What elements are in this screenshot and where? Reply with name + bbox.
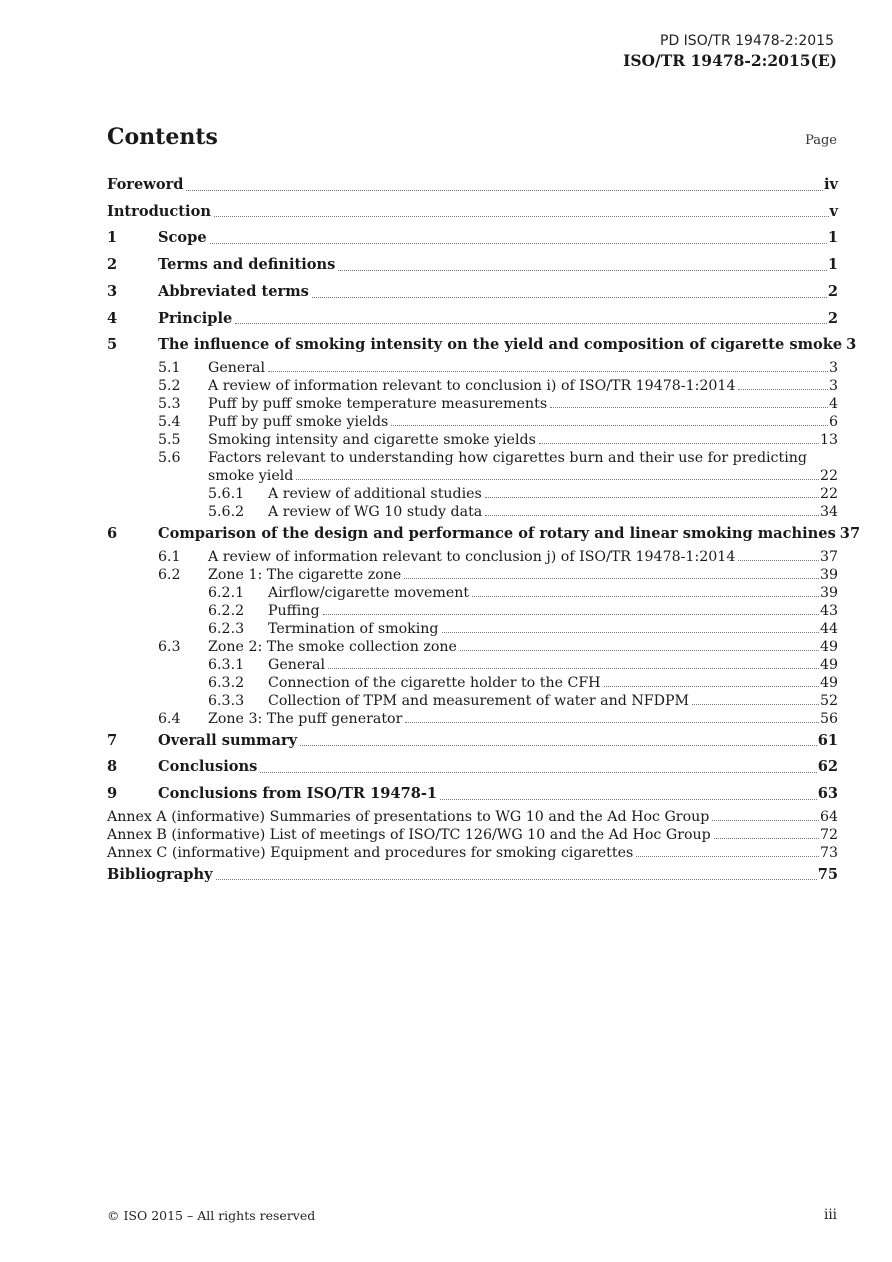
toc-entry-page: 22	[819, 485, 838, 502]
toc-entry-page: 1	[827, 256, 838, 274]
toc-entry-number: 5.1	[158, 359, 181, 376]
toc-entry-number: 5.6	[158, 449, 181, 466]
toc-entry-title: Summaries of presentations to WG 10 and the Ad Hoc Group	[269, 808, 710, 825]
dot-leader	[235, 322, 827, 324]
toc-entry-page: 22	[819, 467, 838, 484]
page-title: Contents	[107, 124, 218, 150]
toc-entry-title: Bibliography	[107, 865, 213, 883]
toc-annex-label: Annex C	[107, 844, 168, 861]
toc-entry-title: Conclusions	[158, 758, 258, 776]
toc-entry-number: 5	[107, 336, 118, 354]
toc-entry-number: 6.3.3	[208, 692, 245, 709]
toc-entry-title: Termination of smoking	[268, 620, 439, 637]
toc-entry[interactable]	[107, 413, 838, 431]
toc-entry-number: 4	[107, 309, 118, 327]
toc-entry-title: A review of WG 10 study data	[268, 503, 483, 520]
toc-entry-title: Overall summary	[158, 731, 298, 749]
toc-entry-number: 5.6.1	[208, 485, 245, 502]
document-id-english: ISO/TR 19478-2:2015(E)	[623, 51, 837, 70]
toc-entry[interactable]	[107, 521, 861, 548]
dot-leader	[472, 595, 819, 597]
toc-entry-number: 5.2	[158, 377, 181, 394]
toc-entry[interactable]	[107, 548, 838, 566]
dot-leader	[440, 798, 817, 800]
dot-leader	[296, 478, 819, 480]
toc-entry[interactable]	[107, 620, 838, 638]
toc-entry-title: Zone 3: The puff generator	[208, 710, 403, 727]
toc-entry-page: iv	[823, 176, 838, 193]
dot-leader	[636, 855, 819, 857]
toc-entry[interactable]	[107, 710, 838, 728]
toc-entry-title: smoke yield	[208, 467, 294, 484]
toc-entry[interactable]	[107, 252, 838, 279]
dot-leader	[485, 514, 819, 516]
toc-entry-number: 6.3.2	[208, 674, 245, 691]
table-of-contents	[107, 172, 861, 888]
dot-leader	[738, 388, 827, 390]
toc-entry-page: 61	[817, 731, 838, 749]
toc-entry-page: 6	[828, 413, 838, 430]
toc-entry-title: Foreword	[107, 176, 184, 193]
toc-entry-number: 1	[107, 229, 118, 247]
toc-entry-title: Collection of TPM and measurement of water and NFDPM	[268, 692, 690, 709]
toc-entry-page: 72	[819, 826, 838, 843]
dot-leader	[268, 370, 828, 372]
toc-entry-number: 8	[107, 758, 118, 776]
toc-entry-page: 34	[819, 503, 838, 520]
dot-leader	[692, 703, 819, 705]
toc-entry-page: 63	[817, 785, 838, 803]
dot-leader	[391, 424, 828, 426]
toc-entry-title: A review of information relevant to conclusion j) of ISO/TR 19478-1:2014	[208, 548, 736, 565]
toc-entry-number: 6.2.3	[208, 620, 245, 637]
toc-entry[interactable]	[107, 754, 838, 781]
toc-entry-title: Principle	[158, 309, 233, 327]
toc-entry-number: 6.4	[158, 710, 181, 727]
toc-entry[interactable]	[107, 199, 838, 226]
toc-entry-page: 49	[819, 656, 838, 673]
toc-entry-number: 2	[107, 256, 118, 274]
toc-entry-title: Puffing	[268, 602, 320, 619]
toc-entry-number: 7	[107, 731, 118, 749]
toc-entry[interactable]	[107, 566, 838, 584]
toc-entry-number: 5.4	[158, 413, 181, 430]
toc-entry[interactable]	[107, 692, 838, 710]
toc-entry[interactable]	[107, 377, 838, 395]
toc-entry-number: 3	[107, 282, 118, 300]
toc-entry-number: 6.2	[158, 566, 181, 583]
toc-entry-page: 62	[817, 758, 838, 776]
toc-entry-page: 2	[827, 282, 838, 300]
toc-annex-type: (informative)	[171, 826, 266, 843]
toc-entry-page: 49	[819, 638, 838, 655]
toc-entry-title: General	[208, 359, 266, 376]
toc-entry[interactable]	[107, 485, 838, 503]
toc-entry-title: Comparison of the design and performance of rotary and linear smoking machines	[158, 524, 836, 542]
copyright-notice: © ISO 2015 – All rights reserved	[107, 1208, 316, 1223]
toc-entry[interactable]	[107, 808, 838, 826]
toc-annex-label: Annex A	[107, 808, 167, 825]
dot-leader	[186, 189, 823, 191]
dot-leader	[738, 559, 819, 561]
dot-leader	[405, 721, 819, 723]
dot-leader	[460, 649, 819, 651]
toc-entry-page: 73	[819, 844, 838, 861]
toc-entry-number: 5.6.2	[208, 503, 245, 520]
toc-entry-page: 13	[819, 431, 838, 448]
toc-entry-title: Factors relevant to understanding how cigarettes burn and their use for predicting	[208, 449, 807, 466]
toc-entry[interactable]	[107, 332, 857, 359]
toc-entry-page: 75	[817, 865, 838, 883]
toc-entry[interactable]	[107, 602, 838, 620]
toc-entry-page: 49	[819, 674, 838, 691]
toc-entry[interactable]	[107, 503, 838, 521]
toc-annex-type: (informative)	[171, 844, 266, 861]
toc-entry-page: 2	[827, 309, 838, 327]
toc-entry[interactable]	[107, 467, 838, 485]
toc-entry-page: 4	[828, 395, 838, 412]
toc-entry-title: Abbreviated terms	[158, 282, 309, 300]
toc-entry-title: Connection of the cigarette holder to the CFH	[268, 674, 601, 691]
dot-leader	[214, 215, 829, 217]
toc-entry-page: v	[829, 202, 838, 220]
toc-entry[interactable]	[107, 431, 838, 449]
dot-leader	[323, 613, 819, 615]
toc-entry-title: A review of additional studies	[268, 485, 482, 502]
dot-leader	[404, 577, 819, 579]
toc-entry-title: Equipment and procedures for smoking cigarettes	[270, 844, 634, 861]
toc-entry-page: 43	[819, 602, 838, 619]
toc-entry[interactable]	[107, 826, 838, 844]
toc-entry-title: Puff by puff smoke temperature measurements	[208, 395, 548, 412]
dot-leader	[714, 837, 819, 839]
dot-leader	[216, 878, 817, 880]
toc-entry[interactable]	[107, 279, 838, 306]
toc-entry[interactable]	[107, 225, 838, 252]
toc-entry-title: Terms and definitions	[158, 256, 336, 274]
dot-leader	[312, 296, 827, 298]
page-number: iii	[824, 1207, 837, 1223]
toc-entry-page: 39	[819, 584, 838, 601]
toc-entry[interactable]	[107, 844, 838, 862]
toc-entry-number: 6.2.1	[208, 584, 245, 601]
toc-entry-title: Zone 1: The cigarette zone	[208, 566, 402, 583]
toc-entry-number: 5.5	[158, 431, 181, 448]
toc-entry-page: 39	[819, 566, 838, 583]
toc-entry[interactable]	[107, 359, 838, 377]
toc-entry-title: The influence of smoking intensity on the yield and composition of cigarette smoke	[158, 336, 843, 354]
dot-leader	[539, 442, 819, 444]
toc-entry-title: Introduction	[107, 202, 211, 220]
toc-entry-title: Puff by puff smoke yields	[208, 413, 389, 430]
toc-entry-title: Scope	[158, 229, 207, 247]
toc-entry-title: Smoking intensity and cigarette smoke yields	[208, 431, 536, 448]
toc-entry-page: 37	[839, 524, 861, 542]
dot-leader	[442, 631, 819, 633]
toc-entry-title: A review of information relevant to conclusion i) of ISO/TR 19478-1:2014	[208, 377, 736, 394]
toc-entry[interactable]	[107, 449, 838, 467]
toc-entry-title: General	[268, 656, 326, 673]
toc-entry-title: List of meetings of ISO/TC 126/WG 10 and the Ad Hoc Group	[269, 826, 711, 843]
toc-entry[interactable]	[107, 656, 838, 674]
dot-leader	[485, 496, 819, 498]
toc-annex-type: (informative)	[171, 808, 266, 825]
toc-entry-number: 6.3	[158, 638, 181, 655]
toc-entry[interactable]	[107, 306, 838, 333]
toc-entry[interactable]	[107, 395, 838, 413]
toc-entry-number: 6.2.2	[208, 602, 245, 619]
toc-entry-number: 6.3.1	[208, 656, 245, 673]
toc-entry-page: 52	[819, 692, 838, 709]
document-id: PD ISO/TR 19478-2:2015	[660, 33, 834, 49]
dot-leader	[550, 406, 828, 408]
toc-entry[interactable]	[107, 781, 838, 808]
dot-leader	[300, 744, 817, 746]
page-column-label: Page	[805, 133, 837, 148]
toc-entry[interactable]	[107, 584, 838, 602]
dot-leader	[604, 685, 819, 687]
toc-entry-page: 3	[828, 377, 838, 394]
dot-leader	[338, 269, 826, 271]
toc-entry-page: 44	[819, 620, 838, 637]
toc-entry-title: Conclusions from ISO/TR 19478-1	[158, 785, 438, 803]
dot-leader	[712, 819, 819, 821]
toc-entry[interactable]	[107, 728, 838, 755]
toc-annex-label: Annex B	[107, 826, 167, 843]
toc-entry-title: Airflow/cigarette movement	[268, 584, 470, 601]
toc-entry-number: 6.1	[158, 548, 181, 565]
toc-entry[interactable]	[107, 862, 838, 889]
toc-entry[interactable]	[107, 638, 838, 656]
dot-leader	[260, 771, 816, 773]
toc-entry-number: 5.3	[158, 395, 181, 412]
toc-entry-number: 9	[107, 785, 118, 803]
toc-entry-page: 64	[819, 808, 838, 825]
toc-entry[interactable]	[107, 674, 838, 692]
toc-entry-number: 6	[107, 524, 118, 542]
dot-leader	[328, 667, 819, 669]
toc-entry-page: 3	[828, 359, 838, 376]
toc-entry-page: 1	[827, 229, 838, 247]
toc-entry[interactable]	[107, 172, 838, 199]
toc-entry-title: Zone 2: The smoke collection zone	[208, 638, 457, 655]
toc-entry-page: 37	[819, 548, 838, 565]
dot-leader	[210, 242, 827, 244]
toc-entry-page: 56	[819, 710, 838, 727]
toc-entry-page: 3	[846, 336, 857, 354]
